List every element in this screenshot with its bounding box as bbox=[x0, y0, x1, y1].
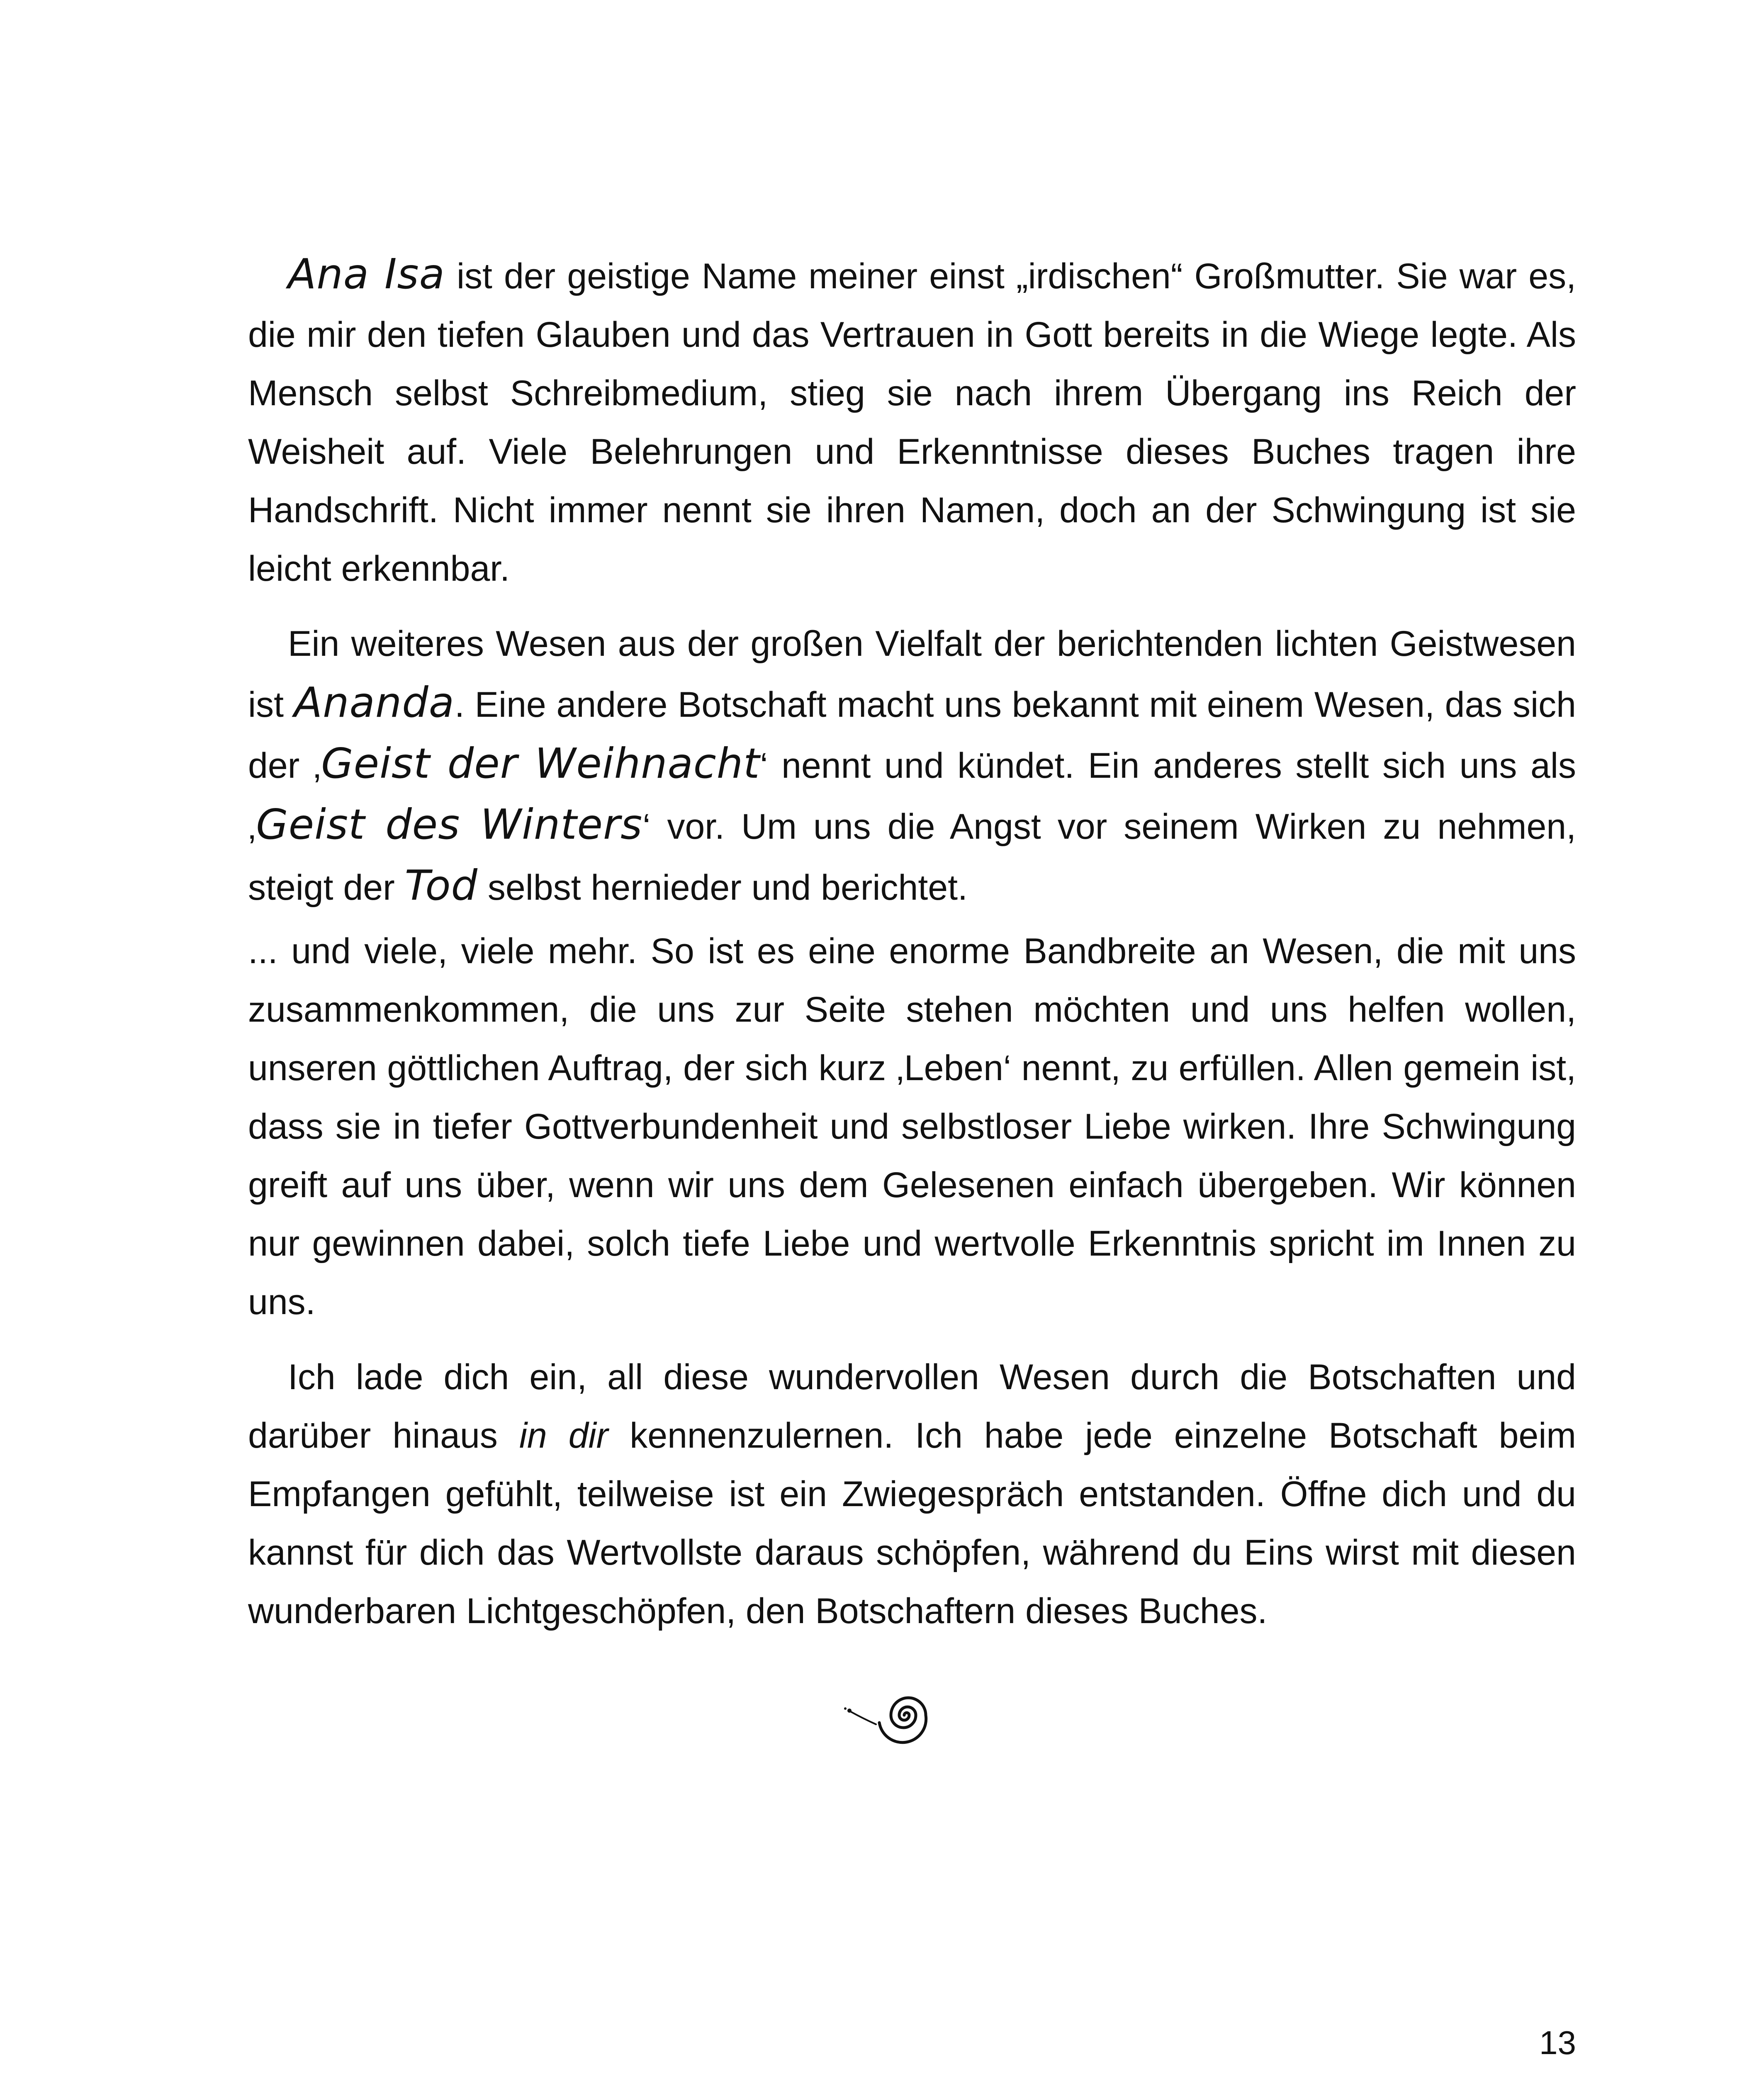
paragraph-text: Ich lade dich ein, all diese wundervollen Wesen durch die Botschaften und darüber hinaus bbox=[248, 1357, 1576, 1456]
spirit-name-tod: Tod bbox=[404, 861, 478, 910]
page-number: 13 bbox=[1539, 2024, 1576, 2061]
paragraph-ana-isa bbox=[248, 245, 1576, 598]
paragraph-text: . Eine andere Botschaft macht uns bekannt mit einem Wesen, das sich der ‚ bbox=[248, 685, 1576, 786]
paragraph-invitation bbox=[248, 1348, 1576, 1641]
paragraph-text: kennenzulernen. Ich habe jede einzelne Botschaft beim Empfangen gefühlt, teilweise ist ein Zwiegespräch entstanden. Öffne dich und du kannst für dich das Wertvollste daraus schöpfen, während du Eins wirst mit diesen wunderbaren Lichtgeschöpfen, den Botschaftern dieses Buches. bbox=[248, 1416, 1577, 1631]
spirit-name-ananda: Ananda bbox=[294, 678, 455, 727]
paragraph-text: ... und viele, viele mehr. So ist es eine enorme Bandbreite an Wesen, die mit uns zusammenkommen, die uns zur Seite stehen möchten und uns helfen wollen, unseren göttlichen Auftrag, der sich kurz ‚Leben‘ nennt, zu erfüllen. Allen gemein ist, dass sie in tiefer Gottverbundenheit und selbstloser Liebe wirken. Ihre Schwingung greift auf uns über, wenn wir uns dem Gelesenen einfach übergeben. Wir können nur gewinnen dabei, solch tiefe Liebe und wertvolle Erkenntnis spricht im Innen zu uns. bbox=[248, 931, 1576, 1322]
emphasis-in-dir: in dir bbox=[519, 1416, 608, 1456]
paragraph-text: ist der geistige Name meiner einst „irdischen“ Großmutter. Sie war es, die mir den tiefen Glauben und das Vertrauen in Gott bereits in die Wiege legte. Als Mensch selbst Schreibmedium, stieg sie nach ihrem Übergang ins Reich der Weisheit auf. Viele Belehrungen und Erkenntnisse dieses Buches tragen ihre Handschrift. Nicht immer nennt sie ihren Namen, doch an der Schwingung ist sie leicht erkennbar. bbox=[248, 256, 1576, 589]
body-text bbox=[248, 245, 1576, 1641]
spirit-name-ana-isa: Ana Isa bbox=[288, 250, 445, 298]
paragraph-text: selbst hernieder und berichtet. bbox=[478, 868, 968, 908]
paragraph-text: ‘ nennt und kündet. Ein anderes stellt sich uns als ‚ bbox=[248, 746, 1576, 847]
paragraph-text: ‘ vor. Um uns die Angst vor seinem Wirken zu nehmen, steigt der bbox=[248, 807, 1576, 908]
spirit-name-geist-des-winters: Geist des Winters bbox=[256, 800, 643, 849]
spirit-name-geist-der-weihnacht: Geist der Weihnacht bbox=[321, 739, 760, 788]
paragraph-many-more bbox=[248, 922, 1576, 1332]
paragraph-other-beings bbox=[248, 615, 1576, 917]
paragraph-text: Ein weiteres Wesen aus der großen Vielfalt der berichtenden lichten Geistwesen ist bbox=[248, 624, 1576, 725]
spiral-snail-ornament-icon bbox=[842, 1674, 946, 1753]
